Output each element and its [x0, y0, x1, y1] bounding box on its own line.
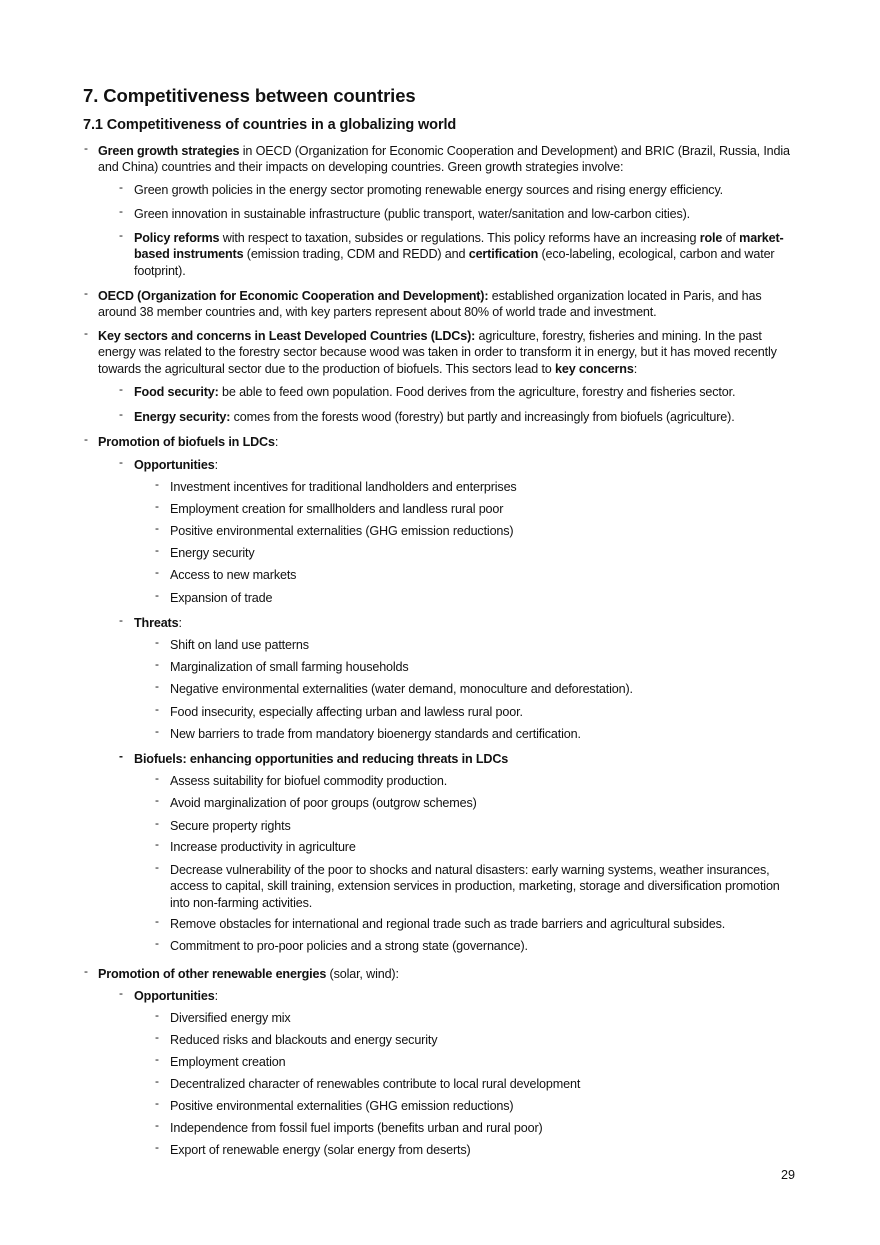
- dash-bullet-icon: -: [155, 816, 159, 830]
- list-item: - Investment incentives for traditional landholders and enterprises: [155, 477, 517, 494]
- list-item: - Green growth policies in the energy sector promoting renewable energy sources and rising energy efficiency.: [119, 180, 724, 197]
- dash-bullet-icon: -: [119, 749, 123, 763]
- dash-bullet-icon: -: [155, 565, 159, 579]
- list-item: - Secure property rights: [155, 816, 291, 833]
- dash-bullet-icon: -: [119, 613, 123, 627]
- dash-bullet-icon: -: [119, 407, 123, 421]
- dash-bullet-icon: -: [155, 1008, 159, 1022]
- list-item: - Energy security: [155, 543, 255, 560]
- list-item: - Employment creation: [155, 1052, 286, 1069]
- biofuels-opportunities-heading: - Opportunities:: [119, 455, 218, 472]
- list-item: - Food insecurity, especially affecting urban and lawless rural poor.: [155, 702, 523, 719]
- section-heading: 7. Competitiveness between countries: [83, 85, 416, 106]
- list-item: - New barriers to trade from mandatory bioenergy standards and certification.: [155, 724, 581, 741]
- list-item: - Green innovation in sustainable infrastructure (public transport, water/sanitation and low-carbon cities).: [119, 204, 691, 221]
- list-item: - Marginalization of small farming households: [155, 657, 409, 674]
- list-item: - Employment creation for smallholders and landless rural poor: [155, 499, 504, 516]
- dash-bullet-icon: -: [119, 382, 123, 396]
- bullet-ldc: - Key sectors and concerns in Least Developed Countries (LDCs): agriculture, forestry, fisheries and mining. In the past energy was related to the forestry sector because wood was taken in order to transform it in energy, but it has moved recently towards the agricultural sector due to the production of biofuels. This sectors lead to key concerns:: [84, 326, 777, 376]
- list-item: - Avoid marginalization of poor groups (outgrow schemes): [155, 793, 477, 810]
- dash-bullet-icon: -: [84, 964, 88, 978]
- subsection-heading: 7.1 Competitiveness of countries in a globalizing world: [83, 117, 457, 133]
- list-item: - Shift on land use patterns: [155, 635, 309, 652]
- list-item-food-security: - Food security: be able to feed own population. Food derives from the agriculture, forestry and fisheries sector.: [119, 382, 736, 399]
- dash-bullet-icon: -: [155, 724, 159, 738]
- dash-bullet-icon: -: [155, 837, 159, 851]
- page-number: 29: [781, 1168, 796, 1182]
- dash-bullet-icon: -: [155, 543, 159, 557]
- dash-bullet-icon: -: [155, 1096, 159, 1110]
- bullet-renewables: - Promotion of other renewable energies (solar, wind):: [84, 964, 399, 981]
- dash-bullet-icon: -: [155, 657, 159, 671]
- dash-bullet-icon: -: [119, 180, 123, 194]
- dash-bullet-icon: -: [155, 635, 159, 649]
- dash-bullet-icon: -: [155, 1140, 159, 1154]
- dash-bullet-icon: -: [119, 204, 123, 218]
- list-item-energy-security: - Energy security: comes from the forests wood (forestry) but partly and increasingly from biofuels (agriculture).: [119, 407, 735, 424]
- list-item: - Remove obstacles for international and regional trade such as trade barriers and agricultural subsides.: [155, 914, 726, 931]
- dash-bullet-icon: -: [155, 702, 159, 716]
- dash-bullet-icon: -: [155, 499, 159, 513]
- list-item: - Positive environmental externalities (GHG emission reductions): [155, 1096, 514, 1113]
- dash-bullet-icon: -: [84, 326, 88, 340]
- list-item: - Positive environmental externalities (GHG emission reductions): [155, 521, 514, 538]
- dash-bullet-icon: -: [155, 860, 159, 874]
- dash-bullet-icon: -: [155, 588, 159, 602]
- dash-bullet-icon: -: [155, 679, 159, 693]
- dash-bullet-icon: -: [119, 986, 123, 1000]
- list-item: - Reduced risks and blackouts and energy security: [155, 1030, 438, 1047]
- term: Green growth strategies: [98, 144, 240, 158]
- list-item: - Decrease vulnerability of the poor to shocks and natural disasters: early warning systems, weather insurances, access to capital, skill training, extension services in production, marketing, storage and diversification promotion into non-farming activities.: [155, 860, 780, 910]
- biofuels-enhancing-heading: - Biofuels: enhancing opportunities and reducing threats in LDCs: [119, 749, 509, 766]
- renewables-opportunities-heading: - Opportunities:: [119, 986, 218, 1003]
- dash-bullet-icon: -: [155, 1052, 159, 1066]
- list-item: - Negative environmental externalities (water demand, monoculture and deforestation).: [155, 679, 633, 696]
- dash-bullet-icon: -: [155, 793, 159, 807]
- dash-bullet-icon: -: [155, 914, 159, 928]
- dash-bullet-icon: -: [84, 141, 88, 155]
- dash-bullet-icon: -: [155, 771, 159, 785]
- dash-bullet-icon: -: [155, 1074, 159, 1088]
- dash-bullet-icon: -: [155, 1030, 159, 1044]
- list-item: - Access to new markets: [155, 565, 297, 582]
- dash-bullet-icon: -: [119, 228, 123, 242]
- list-item: - Export of renewable energy (solar energy from deserts): [155, 1140, 471, 1157]
- list-item: - Increase productivity in agriculture: [155, 837, 356, 854]
- bullet-biofuels: - Promotion of biofuels in LDCs:: [84, 432, 279, 449]
- bullet-oecd: - OECD (Organization for Economic Cooperation and Development): established organization located in Paris, and has around 38 member countries and, with key parters represent about 80% of world trade and investment.: [84, 286, 762, 320]
- list-item: - Decentralized character of renewables contribute to local rural development: [155, 1074, 581, 1091]
- dash-bullet-icon: -: [155, 936, 159, 950]
- dash-bullet-icon: -: [155, 477, 159, 491]
- dash-bullet-icon: -: [119, 455, 123, 469]
- biofuels-threats-heading: - Threats:: [119, 613, 182, 630]
- list-item: - Independence from fossil fuel imports (benefits urban and rural poor): [155, 1118, 543, 1135]
- dash-bullet-icon: -: [155, 521, 159, 535]
- list-item: - Diversified energy mix: [155, 1008, 291, 1025]
- dash-bullet-icon: -: [84, 286, 88, 300]
- bullet-green-growth: - Green growth strategies in OECD (Organization for Economic Cooperation and Development) and BRIC (Brazil, Russia, India and China) countries and their impacts on developing countries. Green growth strategies involve:: [84, 141, 790, 175]
- list-item-policy-reforms: - Policy reforms with respect to taxation, subsides or regulations. This policy reforms have an increasing role of market-based instruments (emission trading, CDM and REDD) and certification (eco-labeling, ecological, carbon and water footprint).: [119, 228, 784, 278]
- dash-bullet-icon: -: [155, 1118, 159, 1132]
- list-item: - Commitment to pro-poor policies and a strong state (governance).: [155, 936, 528, 953]
- list-item: - Assess suitability for biofuel commodity production.: [155, 771, 448, 788]
- dash-bullet-icon: -: [84, 432, 88, 446]
- list-item: - Expansion of trade: [155, 588, 273, 605]
